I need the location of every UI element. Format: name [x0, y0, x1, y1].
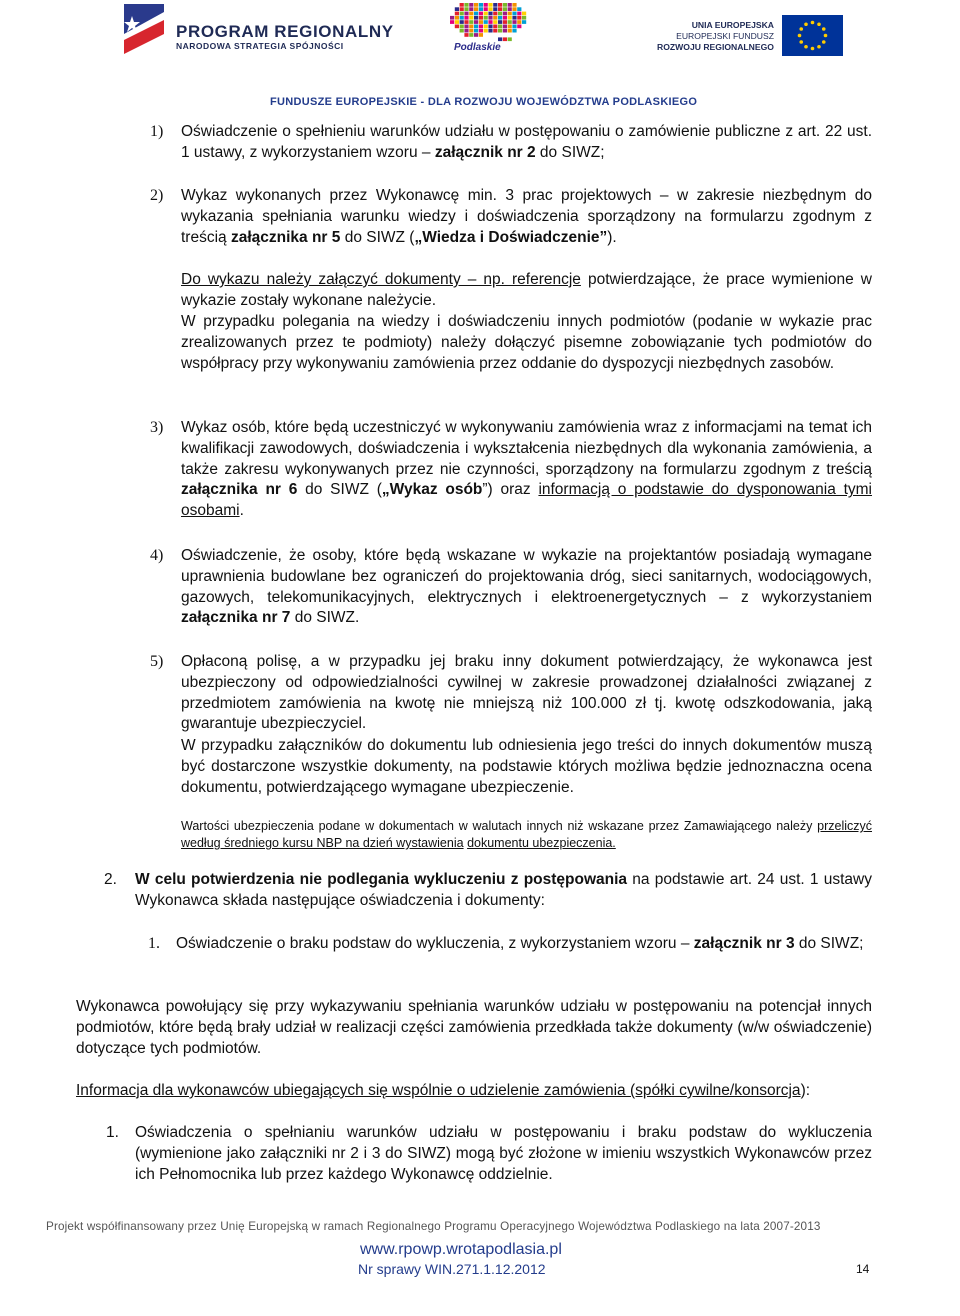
section-2-sub-text	[176, 934, 872, 955]
consortium-item-number: 1.	[106, 1124, 119, 1141]
footer-website[interactable]: www.rpowp.wrotapodlasia.pl	[360, 1241, 562, 1258]
item-4-text	[181, 546, 872, 629]
section-2-sub-c: do SIWZ;	[794, 935, 864, 952]
eu-line-1: UNIA EUROPEJSKA	[691, 20, 774, 30]
page-number: 14	[856, 1262, 870, 1276]
item-2-references-rest: potwierdzające, że prace wymienione w wykazie zostały wykonane należycie.	[181, 271, 872, 309]
section-2-sub-number: 1.	[148, 935, 160, 952]
item-2-references-note	[181, 270, 872, 312]
consortium-info	[76, 1081, 882, 1102]
consortium-info-end: ):	[800, 1082, 811, 1099]
program-title: PROGRAM REGIONALNY	[176, 22, 394, 41]
item-3-disposal-info: informacją o podstawie do dysponowania tymi osobami	[181, 481, 873, 520]
footer-project-line: Projekt współfinansowany przez Unię Europejską w ramach Regionalnego Programu Operacyjnego Województwa Podlaskiego na lata 2007-2013	[46, 1220, 821, 1233]
item-3-text	[181, 418, 872, 522]
footer-case-number: Nr sprawy WIN.271.1.12.2012	[358, 1261, 546, 1277]
item-2-attachment: załącznika nr 5	[230, 228, 341, 246]
item-3-text-a: Wykaz osób, które będą uczestniczyć w wykonywaniu zamówienia wraz z informacjami na temat ich kwalifikacji zawodowych, doświadczenia i wykształcenia niezbędnych dla wykonania zamówienia, a także zakresu wykonywanych przez nie czynności, sporządzony na formularzu zgodnym z treścią	[181, 419, 872, 478]
consortium-info-underlined: Informacja dla wykonawców ubiegających się wspólnie o udzielenie zamówienia (spółki cywilne/konsorcja	[76, 1082, 801, 1099]
item-1-text-c: do SIWZ;	[535, 143, 605, 161]
podlaskie-label: Podlaskie	[454, 42, 501, 53]
item-3-text-g: .	[239, 502, 244, 520]
item-2-text-c: do SIWZ (	[340, 228, 415, 246]
page-header	[0, 0, 960, 112]
section-2-sub-a: Oświadczenie o braku podstaw do wykluczenia, z wykorzystaniem wzoru –	[176, 935, 694, 952]
item-2-text-a: Wykaz wykonanych przez Wykonawcę min. 3 prac projektowych – w zakresie niezbędnym do wykazania spełniania warunku wiedzy i doświadczenia sporządzony na formularzu zgodnym z treścią	[181, 187, 872, 246]
note-text-a: Wartości ubezpieczenia podane w dokumentach w walutach innych niż wskazane przez Zamawiającego należy	[181, 819, 818, 833]
item-3-attachment: załącznika nr 6	[181, 481, 298, 499]
consortium-item-text: Oświadczenia o spełnianiu warunków udziału w postępowaniu i braku podstaw do wykluczenia (wymienione jako załączniki nr 2 i 3 do SIWZ) mogą być złożone w imieniu wszystkich Wykonawców przez ich Pełnomocnika lub przez każdego Wykonawcę oddzielnie.	[135, 1124, 872, 1183]
note-nbp-rate: przeliczyć według średniego kursu NBP na dzień wystawienia	[181, 819, 872, 850]
section-2-heading: W celu potwierdzenia nie podlegania wykluczeniu z postępowania	[135, 871, 628, 888]
item-5-attachments-note: W przypadku załączników do dokumentu lub odniesienia jego treści do innych dokumentów muszą być dostarczone wszystkie dokumenty, na podstawie których możliwa będzie jednoznaczna ocena dokumentu, potwierdzającego wymagane ubezpieczenie.	[181, 737, 872, 796]
item-4-number: 4)	[150, 547, 164, 564]
program-subtitle: NARODOWA STRATEGIA SPÓJNOŚCI	[176, 41, 344, 51]
item-1-number: 1)	[150, 123, 164, 140]
item-4-text-c: do SIWZ.	[290, 609, 360, 627]
eu-fund-text	[654, 20, 774, 53]
item-4-text-a: Oświadczenie, że osoby, które będą wskazane w wykazie na projektantów posiadają wymagane uprawnienia budowlane bez ograniczeń do projektowania dróg, sieci sanitarnych, wodociągowych, gazowych, telekomunikacyjnych, elektrycznych i elektroenergetycznych – z wykorzystaniem	[181, 547, 872, 606]
eu-flag-icon	[782, 15, 843, 56]
item-2-text-e: ).	[607, 228, 617, 246]
third-party-paragraph: Wykonawca powołujący się przy wykazywaniu spełniania warunków udziału w postępowaniu na potencjał innych podmiotów, które będą brały udział w realizacji części zamówienia przedkłada także dokumenty (w/w oświadczenie) dotyczące tych podmiotów.	[76, 998, 872, 1057]
section-2-sub-attachment: załącznik nr 3	[693, 935, 795, 952]
item-2-text	[181, 186, 872, 248]
note-insurance-document: dokumentu ubezpieczenia.	[467, 836, 616, 850]
item-1-text	[181, 122, 872, 164]
item-3-form-name: „Wykaz osób	[381, 481, 483, 499]
item-3-text-c: do SIWZ (	[297, 481, 382, 499]
eu-line-2: EUROPEJSKI FUNDUSZ	[676, 31, 774, 41]
item-5-text: Opłaconą polisę, a w przypadku jej braku inny dokument potwierdzający, że wykonawca jest ubezpieczony od odpowiedzialności cywilnej w zakresie prowadzonej działalności związanej z przedmiotem zamówienia na kwotę nie mniejszą niż 100.000 zł tj. kwotę odszkodowania, jaką gwarantuje ubezpieczyciel.	[181, 653, 872, 733]
item-5-number: 5)	[150, 653, 164, 670]
item-3-text-e: ”) oraz	[482, 481, 539, 499]
item-2-form-name: „Wiedza i Doświadczenie”	[414, 228, 608, 246]
item-2-references-underlined: Do wykazu należy załączyć dokumenty – np. referencje	[181, 271, 581, 288]
item-1-text-a: Oświadczenie o spełnieniu warunków udziału w postępowaniu o zamówienie publiczne z art. 22 ust. 1 ustawy, z wykorzystaniem wzoru –	[181, 123, 872, 161]
item-3-number: 3)	[150, 419, 164, 436]
item-2-number: 2)	[150, 187, 164, 204]
program-regionalny-emblem	[124, 4, 164, 66]
insurance-currency-note	[181, 818, 872, 852]
item-2-third-party-note: W przypadku polegania na wiedzy i doświadczeniu innych podmiotów (podanie w wykazie prac zrealizowanych przez te podmioty) należy dołączyć pisemne zobowiązanie tych podmiotów do współpracy przy wykonywaniu zamówienia przez oddanie do dyspozycji niezbędnych zasobów.	[181, 313, 872, 372]
eu-line-3: ROZWOJU REGIONALNEGO	[657, 42, 774, 52]
funds-tagline: FUNDUSZE EUROPEJSKIE - DLA ROZWOJU WOJEWÓDZTWA PODLASKIEGO	[270, 96, 698, 108]
section-2-text	[135, 870, 872, 912]
section-2-rest: na podstawie art. 24 ust. 1 ustawy Wykonawca składa następujące oświadczenia i dokumenty:	[135, 871, 872, 909]
item-1-attachment: załącznik nr 2	[434, 143, 536, 161]
item-4-attachment: załącznika nr 7	[181, 609, 291, 627]
section-2-number: 2.	[104, 871, 117, 888]
